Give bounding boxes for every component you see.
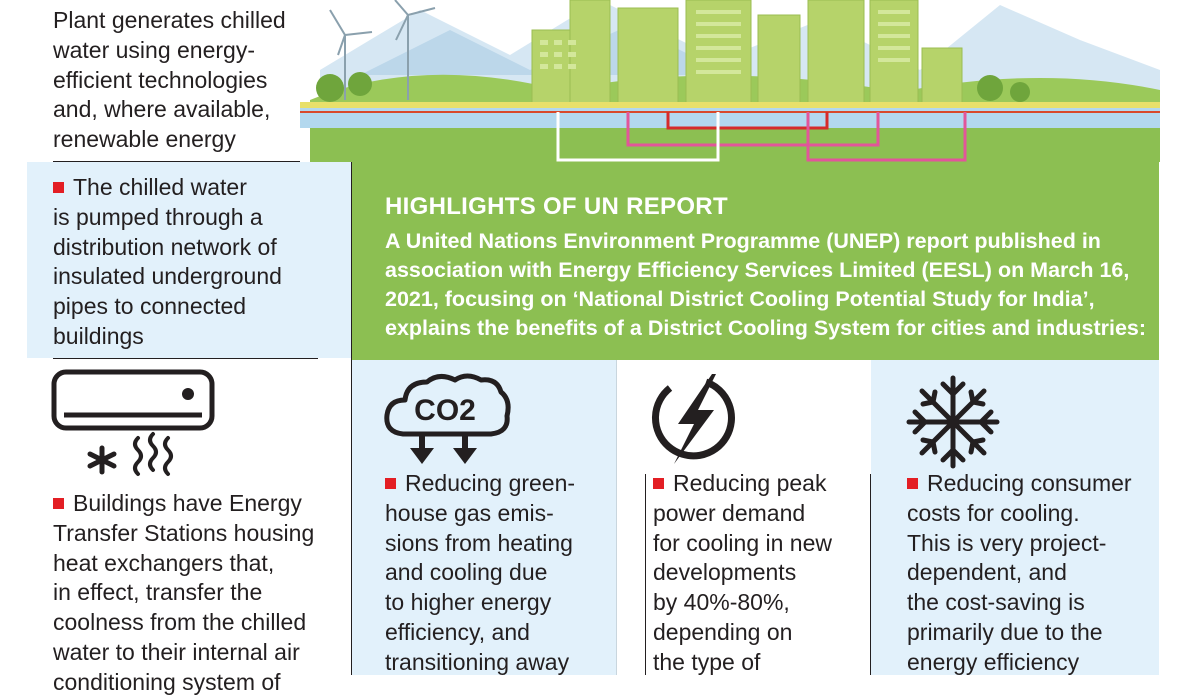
text-line: renewable energy: [53, 126, 236, 153]
divider: [616, 360, 617, 675]
bullet-square-icon: [653, 478, 664, 489]
text-line: water to their internal air: [53, 638, 300, 665]
text-line: association with Energy Efficiency Services Limited (EESL) on March 16,: [385, 258, 1130, 282]
text-line: pipes to connected: [53, 293, 247, 320]
text-line: power demand: [653, 499, 806, 526]
co2-label: CO2: [414, 394, 476, 427]
highlights-body: [385, 227, 1155, 343]
text-line: Transfer Stations housing: [53, 519, 315, 546]
text-line: to higher energy: [385, 589, 552, 616]
district-cooling-city-illustration: [300, 0, 1160, 162]
text-line: conditioning system of: [53, 668, 281, 695]
divider: [870, 474, 871, 675]
step-chilled-water-pumped: [53, 173, 333, 352]
step-plant-generates: [53, 6, 323, 155]
co2-cloud-icon: [383, 370, 513, 468]
text-line: developments: [653, 559, 797, 586]
step-energy-transfer-stations: [53, 489, 343, 698]
benefit-text-peak-power: [653, 469, 863, 678]
text-line: The chilled water: [73, 174, 247, 200]
snowflake-icon: [905, 374, 1001, 470]
text-line: 2021, focusing on ‘National District Cooling Potential Study for India’,: [385, 287, 1095, 311]
text-line: water using energy-: [53, 36, 255, 63]
text-line: A United Nations Environment Programme (UNEP) report published in: [385, 229, 1101, 253]
bullet-square-icon: [907, 478, 918, 489]
text-line: energy efficiency: [907, 648, 1080, 675]
divider: [53, 161, 318, 162]
text-line: the type of: [653, 648, 761, 675]
text-line: Reducing peak: [673, 470, 827, 496]
text-line: costs for cooling.: [907, 499, 1080, 526]
benefit-text-consumer-costs: [907, 469, 1157, 678]
text-line: Buildings have Energy: [73, 490, 302, 516]
text-line: in effect, transfer the: [53, 579, 263, 606]
text-line: Plant generates chilled: [53, 7, 286, 33]
bullet-square-icon: [385, 478, 396, 489]
text-line: house gas emis-: [385, 499, 554, 526]
text-line: efficient technologies: [53, 66, 268, 93]
lightning-bolt-icon: [650, 374, 738, 466]
text-line: and, where available,: [53, 96, 271, 123]
text-line: coolness from the chilled: [53, 609, 307, 636]
text-line: and cooling due: [385, 559, 548, 586]
text-line: is pumped through a: [53, 203, 263, 230]
text-line: transitioning away: [385, 648, 570, 675]
text-line: insulated underground: [53, 263, 282, 290]
text-line: for cooling in new: [653, 529, 832, 556]
text-line: Reducing green-: [405, 470, 576, 496]
text-line: Reducing consumer: [927, 470, 1132, 496]
text-line: distribution network of: [53, 233, 277, 260]
text-line: explains the benefits of a District Cooling System for cities and industries:: [385, 316, 1147, 340]
text-line: dependent, and: [907, 559, 1067, 586]
divider: [53, 358, 318, 359]
benefit-text-emissions: [385, 469, 610, 678]
air-conditioner-icon: [50, 368, 220, 480]
divider: [645, 474, 646, 675]
highlights-title: HIGHLIGHTS OF UN REPORT: [385, 193, 728, 220]
text-line: depending on: [653, 618, 793, 645]
text-line: by 40%-80%,: [653, 589, 790, 616]
text-line: efficiency, and: [385, 618, 530, 645]
text-line: heat exchangers that,: [53, 549, 275, 576]
bullet-square-icon: [53, 498, 64, 509]
text-line: sions from heating: [385, 529, 573, 556]
text-line: This is very project-: [907, 529, 1107, 556]
text-line: primarily due to the: [907, 618, 1103, 645]
text-line: buildings: [53, 322, 144, 349]
bullet-square-icon: [53, 182, 64, 193]
text-line: the cost-saving is: [907, 589, 1085, 616]
